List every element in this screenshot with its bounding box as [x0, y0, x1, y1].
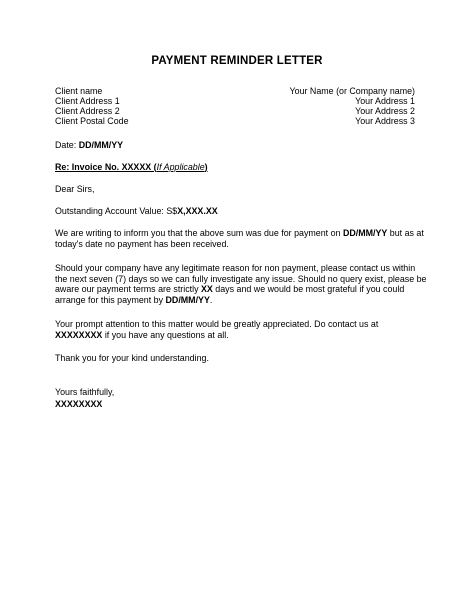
para3-text-a: Your prompt attention to this matter would be greatly appreciated. Do contact us at [55, 319, 379, 329]
sender-address-1: Your Address 1 [355, 96, 415, 106]
para2-text-c: . [209, 295, 213, 306]
date-line [55, 140, 123, 150]
reference-prefix: Re: Invoice No. XXXXX ( [55, 162, 157, 172]
sender-name: Your Name (or Company name) [289, 86, 415, 96]
paragraph-payment-terms [55, 263, 427, 306]
para1-text-a: We are writing to inform you that the above sum was due for payment on [55, 228, 343, 238]
outstanding-value: X,XXX.XX [177, 206, 218, 216]
para2-date: DD/MM/YY [165, 295, 210, 306]
para2-text-b: days and we would be most grateful if you could arrange for this payment by [55, 284, 405, 306]
date-value: DD/MM/YY [78, 140, 124, 150]
reference-line [55, 162, 208, 172]
para1-text-b: but as at today's date no payment has been received. [55, 228, 424, 249]
reference-suffix: ) [204, 162, 208, 172]
thanks-line: Thank you for your kind understanding. [55, 353, 209, 363]
letter-title: PAYMENT REMINDER LETTER [151, 55, 323, 67]
reference-note: If Applicable [156, 162, 205, 172]
outstanding-line [55, 206, 218, 216]
salutation: Dear Sirs, [55, 184, 95, 194]
client-postal-code: Client Postal Code [55, 116, 129, 126]
para2-text-a: Should your company have any legitimate reason for non payment, please contact us within the next seven (7) days so we can fully investigate any issue. Should no query exist, please be aware our payment terms are strictly [55, 263, 427, 295]
paragraph-due-notice [55, 228, 427, 249]
client-address-2: Client Address 2 [55, 106, 120, 116]
sender-address-3: Your Address 3 [355, 116, 415, 126]
para2-days: XX [201, 284, 213, 295]
para3-contact: XXXXXXXX [55, 329, 103, 340]
date-label: Date: [55, 140, 79, 150]
para3-text-b: if you have any questions at all. [102, 329, 229, 340]
signature-name: XXXXXXXX [55, 399, 103, 409]
closing-line: Yours faithfully, [55, 387, 115, 397]
paragraph-contact [55, 319, 427, 340]
outstanding-label: Outstanding Account Value: S$ [55, 206, 178, 216]
sender-address-2: Your Address 2 [355, 106, 415, 116]
client-name: Client name [55, 86, 103, 96]
client-address-1: Client Address 1 [55, 96, 120, 106]
para1-date: DD/MM/YY [342, 228, 388, 238]
